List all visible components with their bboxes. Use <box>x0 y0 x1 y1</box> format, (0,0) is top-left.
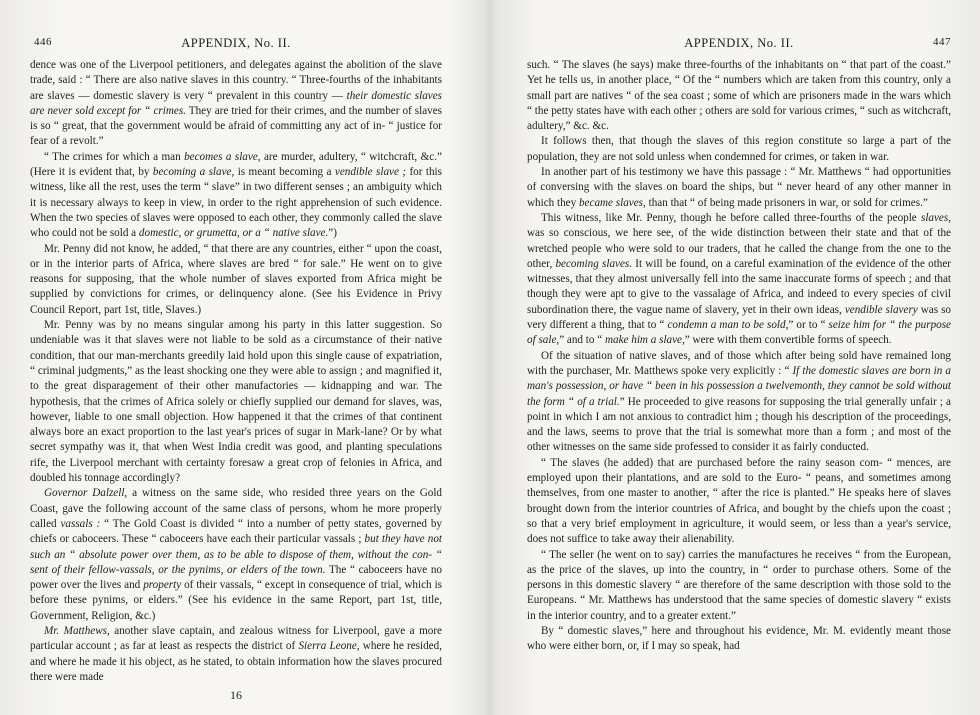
text-run: ” and to “ <box>559 334 605 347</box>
running-head <box>527 36 951 54</box>
italic-text: make him a slave, <box>604 334 685 347</box>
italic-text: became slaves, <box>578 196 646 209</box>
text-run: “ The Gold Coast is divided “ into a number of petty states, governed by chiefs or caboceers. These “ caboceers have each their particular vassals ; <box>30 517 442 546</box>
right-page <box>527 28 951 708</box>
page-body <box>527 58 951 655</box>
paragraph <box>527 624 951 655</box>
text-run: “ The slaves (he added) that are purchased before the rainy season com- “ mences, are employed upon their plantations, and are sold to the Euro- “ peans, and sometimes among themselves, from one master to another, “ after the rice is planted.” He speaks here of slaves brought down from the interior countries of Africa, and bought by the chiefs upon the coast ; so that a very brief employment in agriculture, it would seem, or less than a year's service, does not suffice to take away their alienability. <box>527 456 951 546</box>
text-run: It will be found, on a careful examination of the evidence of the other witnesses, that they almost universally fell into the same inaccurate forms of speech ; and that though they were apt to give to the vassalage of Africa, and indeed to every species of civil subordination there, the vague name of slavery, yet in their own ideas, <box>527 257 951 316</box>
text-run: a witness on the same side, who resided three years on the Gold Coast, gave the following account of the same class of persons, whom he more properly called <box>30 487 442 530</box>
text-run: are murder, adultery, “ witchcraft, &c.” (Here it is evident that, by <box>30 150 442 179</box>
text-run: It follows then, that though the slaves of this region constitute so large a part of the population, they are not sold unless when condemned for crimes, or taken in war. <box>527 135 951 163</box>
italic-text: becomes a slave, <box>184 150 261 163</box>
text-run: was so very different a thing, that to “ <box>527 303 951 332</box>
italic-text: their domestic slaves are never sold except for “ crimes. <box>30 89 442 117</box>
italic-text: vendible slave ; <box>334 166 407 179</box>
italic-text: property <box>143 579 182 592</box>
paragraph <box>527 58 951 134</box>
paragraph <box>30 624 442 685</box>
text-run: ” He proceeded to give reasons for supposing the trial generally unfair ; a point in which I am not anxious to contradict him ; though his description of the proceedings, and the laws, seems to prove that the trial is somewhat more than a form ; and most of the other witnesses on the same side professed to consider it as fairly conducted. <box>527 395 951 454</box>
page-body <box>30 58 442 685</box>
text-run: was so conscious, we here see, of the wide distinction between their state and that of the wretched people who were sold to our traders, that he called the change from the one to the other, <box>527 227 951 270</box>
italic-text: becoming slaves. <box>555 257 633 270</box>
italic-text: becoming a slave, <box>152 166 235 179</box>
text-run: ” or to “ <box>788 319 829 332</box>
text-run: Of the situation of native slaves, and of those which after being sold have remained long with the purchaser, Mr. Matthews spoke very explicitly : “ <box>527 349 951 377</box>
paragraph <box>527 134 951 165</box>
italic-text: Mr. Matthews, <box>44 624 110 637</box>
text-run: such. “ The slaves (he says) make three-fourths of the inhabitants on “ that part of the coast.” Yet he tells us, in another place, “ Of the “ numbers which are taken from this country, only a small part are natives “ of the sea coast ; some of which are prisoners made in the wars which “ the petty states have with each other ; others are sold for various crimes, “ such as witchcraft, adultery,” &c. &c. <box>527 59 951 133</box>
page-number: 446 <box>34 36 52 48</box>
text-run: Mr. Penny was by no means singular among his party in this latter suggestion. So undeniable was it that slaves were not liable to be sold as a circumstance of their native condition, that our man-merchants greedily laid hold upon this single cause of expatriation, “ criminal judgments,” as the least shocking one they were able to assign ; and magnified it, to the great disparagement of their other manufactories — kidnapping and war. The hypothesis, that the crimes of Africa solely or chiefly supplied our demand for slaves, was, however, liable to one small objection. How happened it that the crimes of that continent always bore an exact proportion to the last year's prices of sugar in Mark-lane? Or by what secret sympathy was it, that when West India credit was good, and planting speculations rife, the Liverpool merchant with certainty foresaw a great crop of felonies in Africa, and doubled his tonnage accordingly? <box>30 319 442 485</box>
paragraph <box>527 211 951 349</box>
text-run: By “ domestic slaves,” here and throughout his evidence, Mr. M. evidently meant those who were either born, or, if I may so speak, had <box>527 624 951 653</box>
text-run: ” were with them convertible forms of speech. <box>684 334 892 347</box>
text-run: for this witness, like all the rest, uses the term “ slave” in two different senses ; an ambiguity which it is necessary always to keep in view, in order to the right apprehension of such evidence. When the two species of slaves were opposed to each other, they commonly called the slave who could not be sold a <box>30 166 442 240</box>
italic-text: vassals : <box>60 517 101 530</box>
text-run: another slave captain, and zealous witness for Liverpool, gave a more particular account ; as far at least as respects the district of <box>30 624 442 653</box>
italic-text: but they have not such an “ absolute power over them, as to be able to dispose of them, without the con- “ sent of their fellow-vassals, or the pynims, or elders of the town. <box>30 533 442 576</box>
text-run: of their vassals, “ except in consequence of trial, which is before these pynims, or elders.” (See his evidence in the same Report, part 1st, title, Government, Religion, &c.) <box>30 579 442 622</box>
italic-text: seize him for “ the purpose of sale, <box>527 319 951 347</box>
text-run: dence was one of the Liverpool petitioners, and delegates against the abolition of the slave trade, said : “ There are also native slaves in this country. “ Three-fourths of the inhabitants are slaves — domestic slavery is very “ prevalent in this country — <box>30 59 442 102</box>
italic-text: domestic, or grumetta, or a “ native slave. <box>138 227 329 240</box>
text-run: This witness, like Mr. Penny, though he before called three-fourths of the people <box>541 211 921 224</box>
page-number: 447 <box>933 36 951 48</box>
text-run: than that “ of being made prisoners in war, or sold for crimes.” <box>645 196 928 209</box>
italic-text: If the domestic slaves are born in a man's possession, or have “ been in his possession a twelvemonth, they cannot be sold without the form “ of a trial. <box>527 364 951 408</box>
paragraph <box>527 165 951 211</box>
text-run: Mr. Penny did not know, he added, “ that there are any countries, either “ upon the coast, or in the interior parts of Africa, where slaves are bred “ for sale.” He went on to give reasons for supposing, that the whole number of slaves exported from Africa might be supplied by convictions for crimes, or delinquency alone. (See his Evidence in Privy Council Report, part 1st, title, Slaves.) <box>30 242 442 316</box>
italic-text: condemn a man to be sold, <box>667 319 789 332</box>
running-head-title: APPENDIX, No. II. <box>684 36 794 50</box>
italic-text: slaves, <box>920 211 951 224</box>
text-run: ”) <box>328 227 337 240</box>
paragraph <box>30 318 442 486</box>
text-run: In another part of his testimony we have this passage : “ Mr. Matthews “ had opportunities of conversing with the slaves on board the ships, but “ never heard of any other manner in which they <box>527 166 951 209</box>
text-run: where he resided, and where he made it his object, as he stated, to obtain information how the slaves procured there were made <box>30 640 442 683</box>
text-run: They are tried for their crimes, and the number of slaves is so “ great, that the government would be afraid of committing any act of in- “ justice for fear of a revolt.” <box>30 104 442 148</box>
running-head <box>30 36 442 54</box>
italic-text: Sierra Leone, <box>298 640 360 653</box>
text-run: “ The crimes for which a man <box>44 150 185 163</box>
paragraph <box>527 548 951 624</box>
paragraph <box>30 150 442 242</box>
italic-text: vendible slavery <box>844 303 918 316</box>
text-run: The “ caboceers have no power over the lives and <box>30 563 442 592</box>
paragraph <box>30 58 442 150</box>
paragraph <box>527 456 951 548</box>
italic-text: Governor Dalzell, <box>44 487 128 500</box>
paragraph <box>527 349 951 456</box>
text-run: is meant becoming a <box>234 166 335 179</box>
text-run: “ The seller (he went on to say) carries the manufactures he receives “ from the European, as the price of the slaves, up into the country, in “ order to purchase others. Some of the persons in this domestic slavery “ are therefore of the same description with those sold to the Europeans. “ Mr. Matthews has understood that the same species of domestic slavery “ exists in the interior country, and to a greater extent.” <box>527 548 951 622</box>
paragraph <box>30 242 442 318</box>
running-head-title: APPENDIX, No. II. <box>181 36 291 50</box>
paragraph <box>30 486 442 624</box>
left-page <box>30 28 442 708</box>
signature-mark: 16 <box>230 688 242 702</box>
